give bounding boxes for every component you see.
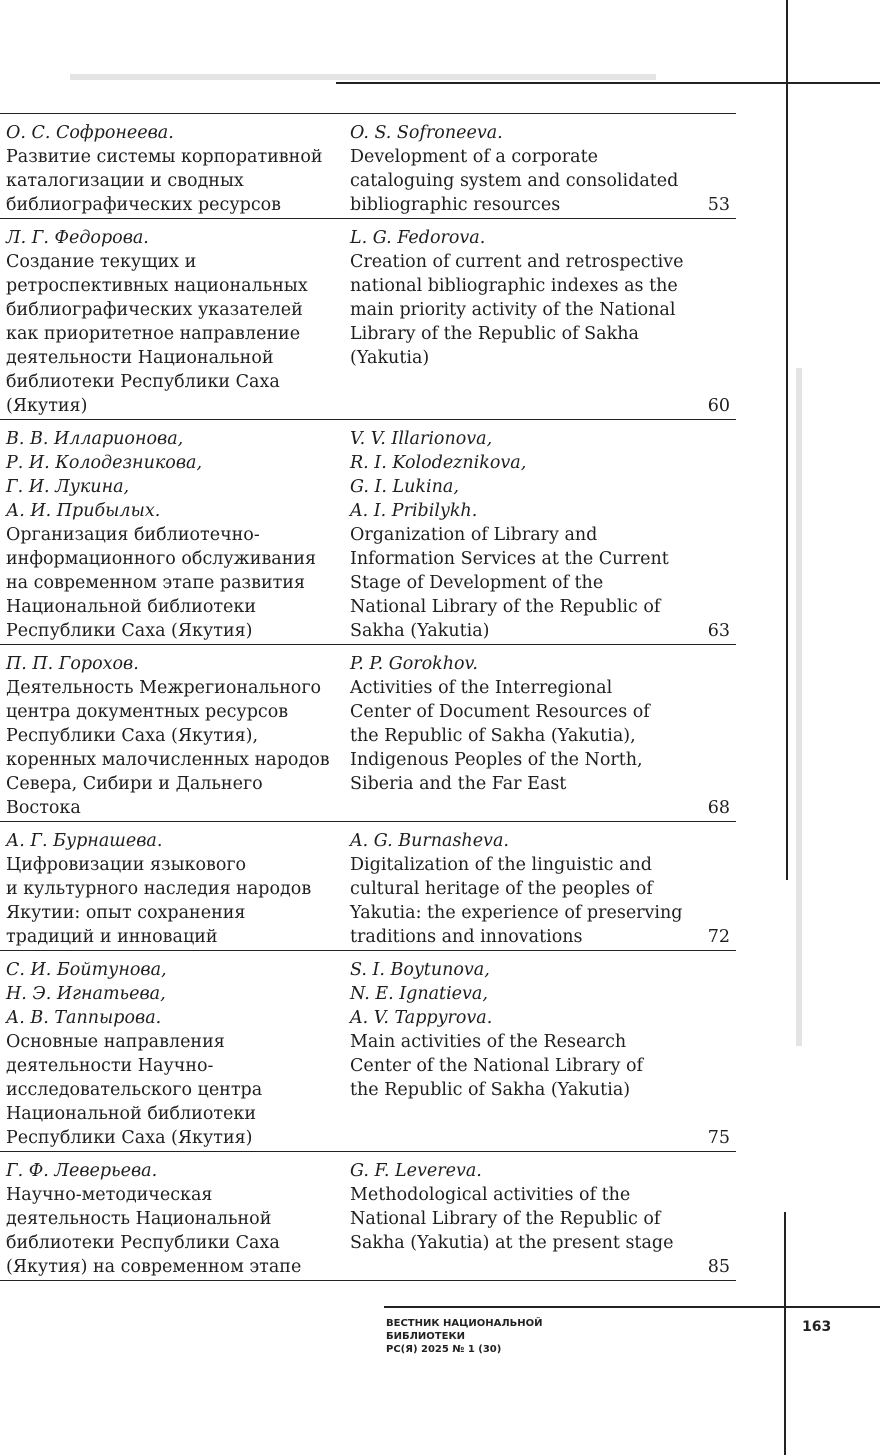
journal-line: РС(Я) 2025 № 1 (30) [386, 1344, 502, 1355]
author-en: V. V. Illarionova, [350, 429, 493, 449]
title-ru-line: библиотеки Республики Саха [6, 372, 280, 392]
right-vertical-rule-top [786, 0, 788, 880]
author-en: O. S. Sofroneeva. [350, 123, 503, 143]
journal-title [386, 1317, 543, 1356]
entry-english [350, 226, 690, 370]
title-ru-line: библиографических ресурсов [6, 195, 282, 215]
author-ru: С. И. Бойтунова, [6, 960, 167, 980]
table-of-contents [0, 113, 736, 1281]
title-en-line: Development of a corporate [350, 147, 598, 167]
author-ru: А. Г. Бурнашева. [6, 831, 163, 851]
title-en-line: Yakutia: the experience of preserving [350, 903, 683, 923]
title-en-line: main priority activity of the National [350, 300, 676, 320]
title-en-line: bibliographic resources [350, 195, 561, 215]
right-gray-bar [796, 368, 802, 1046]
title-en-line: National Library of the Republic of [350, 597, 661, 617]
toc-entry [0, 1152, 736, 1281]
title-ru-line: Национальной библиотеки [6, 597, 257, 617]
title-en-line: Sakha (Yakutia) [350, 621, 490, 641]
title-en-line: Main activities of the Research [350, 1032, 627, 1052]
entry-english [350, 427, 690, 643]
title-ru-line: Национальной библиотеки [6, 1104, 257, 1124]
title-en-line: Center of Document Resources of [350, 702, 650, 722]
author-ru: А. И. Прибылых. [6, 501, 161, 521]
title-ru-line: деятельности Научно- [6, 1056, 214, 1076]
top-gray-bar [70, 74, 656, 80]
title-en-line: Stage of Development of the [350, 573, 604, 593]
title-en-line: Methodological activities of the [350, 1185, 631, 1205]
author-en: A. G. Burnasheva. [350, 831, 509, 851]
author-en: G. I. Lukina, [350, 477, 459, 497]
title-ru-line: Основные направления [6, 1032, 225, 1052]
title-ru-line: Севера, Сибири и Дальнего [6, 774, 263, 794]
entry-page-number: 53 [707, 195, 730, 215]
toc-entry [0, 951, 736, 1152]
author-ru: П. П. Горохов. [6, 654, 139, 674]
author-en: A. V. Tappyrova. [350, 1008, 493, 1028]
author-ru: Р. И. Колодезникова, [6, 453, 203, 473]
title-ru-line: Деятельность Межрегионального [6, 678, 322, 698]
title-ru-line: библиографических указателей [6, 300, 303, 320]
author-ru: Г. И. Лукина, [6, 477, 130, 497]
entry-russian [6, 427, 338, 643]
title-ru-line: Развитие системы корпоративной [6, 147, 323, 167]
entry-page-number: 75 [707, 1128, 730, 1148]
author-ru: Л. Г. Федорова. [6, 228, 149, 248]
author-en: A. I. Pribilykh. [350, 501, 478, 521]
entry-english [350, 121, 690, 217]
entry-russian [6, 652, 338, 820]
author-ru: О. С. Софронеева. [6, 123, 174, 143]
page-number: 163 [802, 1319, 832, 1335]
entry-page-number: 63 [707, 621, 730, 641]
title-ru-line: коренных малочисленных народов [6, 750, 330, 770]
title-ru-line: Якутии: опыт сохранения [6, 903, 246, 923]
title-ru-line: ретроспективных национальных [6, 276, 308, 296]
author-ru: В. В. Илларионова, [6, 429, 184, 449]
entry-russian [6, 829, 338, 949]
author-en: G. F. Levereva. [350, 1161, 482, 1181]
right-vertical-rule-bottom [784, 1212, 786, 1455]
entry-russian [6, 1159, 338, 1279]
title-ru-line: Республики Саха (Якутия), [6, 726, 259, 746]
entry-english [350, 958, 690, 1102]
title-ru-line: Цифровизации языкового [6, 855, 247, 875]
title-en-line: the Republic of Sakha (Yakutia), [350, 726, 636, 746]
journal-line: БИБЛИОТЕКИ [386, 1331, 465, 1342]
journal-line: ВЕСТНИК НАЦИОНАЛЬНОЙ [386, 1318, 543, 1329]
title-ru-line: исследовательского центра [6, 1080, 263, 1100]
title-en-line: Organization of Library and [350, 525, 598, 545]
title-en-line: Sakha (Yakutia) at the present stage [350, 1233, 674, 1253]
title-en-line: cataloguing system and consolidated [350, 171, 679, 191]
title-ru-line: центра документных ресурсов [6, 702, 289, 722]
author-en: L. G. Fedorova. [350, 228, 486, 248]
toc-entry [0, 420, 736, 645]
title-ru-line: деятельности Национальной [6, 348, 274, 368]
toc-entry [0, 822, 736, 951]
title-ru-line: Республики Саха (Якутия) [6, 1128, 253, 1148]
title-ru-line: деятельность Национальной [6, 1209, 272, 1229]
author-ru: А. В. Таппырова. [6, 1008, 162, 1028]
title-en-line: National Library of the Republic of [350, 1209, 661, 1229]
title-en-line: national bibliographic indexes as the [350, 276, 678, 296]
title-ru-line: и культурного наследия народов [6, 879, 312, 899]
title-ru-line: (Якутия) [6, 396, 88, 416]
entry-russian [6, 121, 338, 217]
title-ru-line: Республики Саха (Якутия) [6, 621, 253, 641]
entry-english [350, 652, 690, 796]
title-en-line: traditions and innovations [350, 927, 583, 947]
title-en-line: Siberia and the Far East [350, 774, 567, 794]
author-en: R. I. Kolodeznikova, [350, 453, 527, 473]
title-ru-line: Научно-методическая [6, 1185, 213, 1205]
title-ru-line: как приоритетное направление [6, 324, 301, 344]
title-en-line: cultural heritage of the peoples of [350, 879, 653, 899]
entry-page-number: 85 [707, 1257, 730, 1277]
title-en-line: Information Services at the Current [350, 549, 669, 569]
entry-english [350, 1159, 690, 1255]
top-rule [336, 82, 880, 84]
title-ru-line: на современном этапе развития [6, 573, 305, 593]
title-en-line: (Yakutia) [350, 348, 430, 368]
author-ru: Г. Ф. Леверьева. [6, 1161, 158, 1181]
entry-page-number: 68 [707, 798, 730, 818]
author-ru: Н. Э. Игнатьева, [6, 984, 166, 1004]
title-ru-line: библиотеки Республики Саха [6, 1233, 280, 1253]
title-en-line: Library of the Republic of Sakha [350, 324, 639, 344]
title-en-line: the Republic of Sakha (Yakutia) [350, 1080, 631, 1100]
title-ru-line: каталогизации и сводных [6, 171, 244, 191]
entry-page-number: 72 [707, 927, 730, 947]
entry-english [350, 829, 690, 949]
entry-russian [6, 958, 338, 1150]
title-ru-line: (Якутия) на современном этапе [6, 1257, 302, 1277]
toc-entry [0, 219, 736, 420]
title-ru-line: Востока [6, 798, 81, 818]
title-en-line: Digitalization of the linguistic and [350, 855, 652, 875]
toc-entry [0, 645, 736, 822]
toc-entry [0, 114, 736, 219]
title-ru-line: Организация библиотечно- [6, 525, 260, 545]
title-en-line: Indigenous Peoples of the North, [350, 750, 643, 770]
entry-page-number: 60 [707, 396, 730, 416]
title-ru-line: Создание текущих и [6, 252, 197, 272]
footer-rule [384, 1306, 880, 1308]
title-en-line: Center of the National Library of [350, 1056, 643, 1076]
author-en: P. P. Gorokhov. [350, 654, 478, 674]
author-en: N. E. Ignatieva, [350, 984, 488, 1004]
entry-russian [6, 226, 338, 418]
author-en: S. I. Boytunova, [350, 960, 490, 980]
title-ru-line: информационного обслуживания [6, 549, 317, 569]
title-en-line: Activities of the Interregional [350, 678, 613, 698]
title-ru-line: традиций и инноваций [6, 927, 218, 947]
title-en-line: Creation of current and retrospective [350, 252, 684, 272]
